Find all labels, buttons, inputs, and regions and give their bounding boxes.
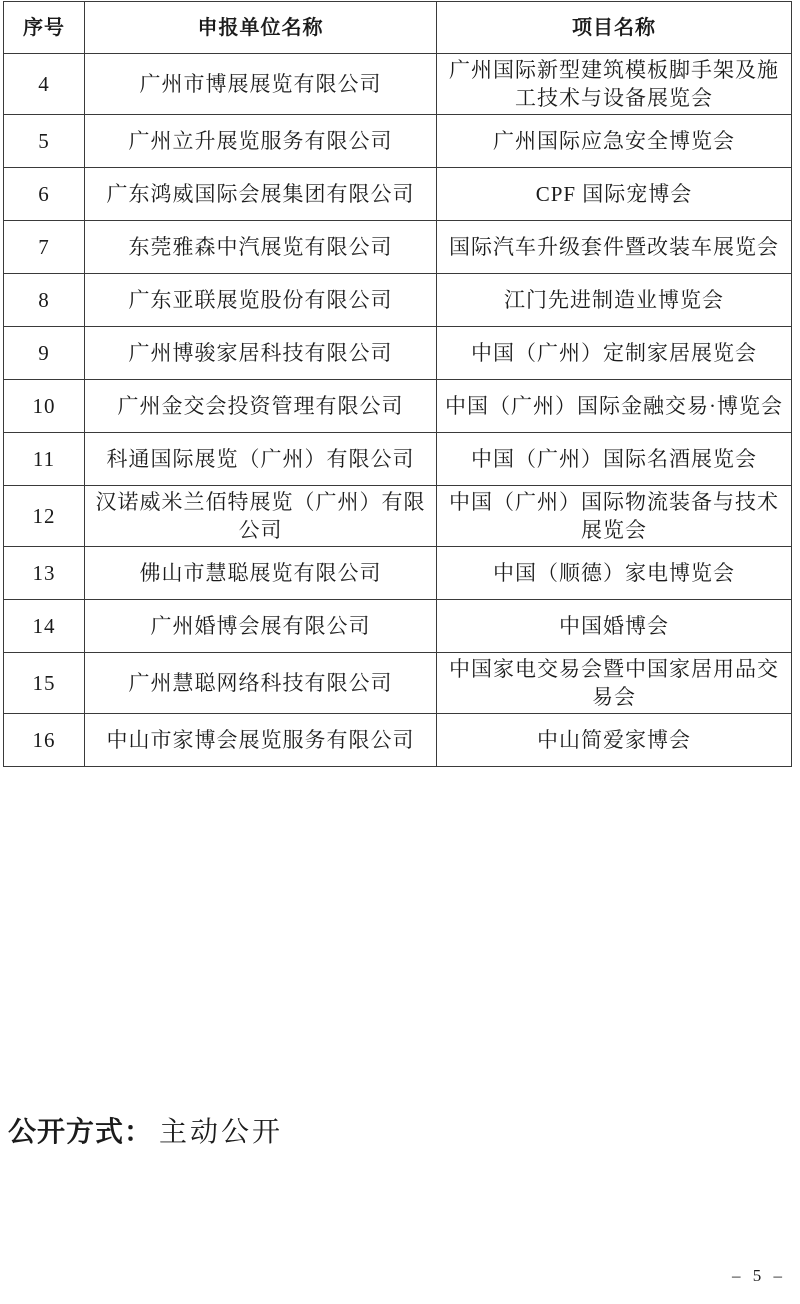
table-header-row <box>4 2 792 54</box>
company-name: 广东亚联展览股份有限公司 <box>85 274 437 327</box>
project-name: 广州国际新型建筑模板脚手架及施工技术与设备展览会 <box>437 54 792 115</box>
company-name: 广东鸿威国际会展集团有限公司 <box>85 168 437 221</box>
row-number: 11 <box>4 433 85 486</box>
project-name: 中国（广州）国际物流装备与技术展览会 <box>437 486 792 547</box>
project-name: 中山简爱家博会 <box>437 714 792 767</box>
table-row <box>4 168 792 221</box>
project-name: 江门先进制造业博览会 <box>437 274 792 327</box>
table-row <box>4 433 792 486</box>
declaration-table <box>3 1 792 767</box>
project-name: 国际汽车升级套件暨改装车展览会 <box>437 221 792 274</box>
company-name: 中山市家博会展览服务有限公司 <box>85 714 437 767</box>
disclosure-line <box>8 1110 283 1150</box>
header-project-name: 项目名称 <box>437 2 792 54</box>
table-row <box>4 221 792 274</box>
table-row <box>4 714 792 767</box>
table-row <box>4 486 792 547</box>
page-number: – 5 – <box>732 1266 786 1285</box>
company-name: 东莞雅森中汽展览有限公司 <box>85 221 437 274</box>
table-body <box>4 54 792 767</box>
company-name: 广州立升展览服务有限公司 <box>85 115 437 168</box>
row-number: 15 <box>4 653 85 714</box>
company-name: 广州婚博会展有限公司 <box>85 600 437 653</box>
company-name: 广州金交会投资管理有限公司 <box>85 380 437 433</box>
company-name: 广州博骏家居科技有限公司 <box>85 327 437 380</box>
row-number: 16 <box>4 714 85 767</box>
company-name: 佛山市慧聪展览有限公司 <box>85 547 437 600</box>
row-number: 4 <box>4 54 85 115</box>
company-name: 汉诺威米兰佰特展览（广州）有限公司 <box>85 486 437 547</box>
company-name: 广州慧聪网络科技有限公司 <box>85 653 437 714</box>
project-name: 中国（广州）定制家居展览会 <box>437 327 792 380</box>
project-name: CPF 国际宠博会 <box>437 168 792 221</box>
row-number: 6 <box>4 168 85 221</box>
company-name: 科通国际展览（广州）有限公司 <box>85 433 437 486</box>
row-number: 8 <box>4 274 85 327</box>
header-company-name: 申报单位名称 <box>85 2 437 54</box>
table-row <box>4 653 792 714</box>
row-number: 10 <box>4 380 85 433</box>
project-name: 中国家电交易会暨中国家居用品交易会 <box>437 653 792 714</box>
disclosure-label: 公开方式： <box>8 1116 154 1147</box>
table-row <box>4 115 792 168</box>
project-name: 中国（广州）国际名酒展览会 <box>437 433 792 486</box>
project-name: 中国（广州）国际金融交易·博览会 <box>437 380 792 433</box>
table-row <box>4 600 792 653</box>
disclosure-value: 主动公开 <box>159 1117 284 1148</box>
project-name: 中国（顺德）家电博览会 <box>437 547 792 600</box>
table-row <box>4 547 792 600</box>
header-serial-number: 序号 <box>4 2 85 54</box>
project-name: 广州国际应急安全博览会 <box>437 115 792 168</box>
row-number: 9 <box>4 327 85 380</box>
row-number: 7 <box>4 221 85 274</box>
row-number: 12 <box>4 486 85 547</box>
table-row <box>4 274 792 327</box>
table-header <box>4 2 792 54</box>
row-number: 14 <box>4 600 85 653</box>
row-number: 13 <box>4 547 85 600</box>
company-name: 广州市博展展览有限公司 <box>85 54 437 115</box>
project-name: 中国婚博会 <box>437 600 792 653</box>
table-row <box>4 54 792 115</box>
table-row <box>4 380 792 433</box>
table-row <box>4 327 792 380</box>
row-number: 5 <box>4 115 85 168</box>
